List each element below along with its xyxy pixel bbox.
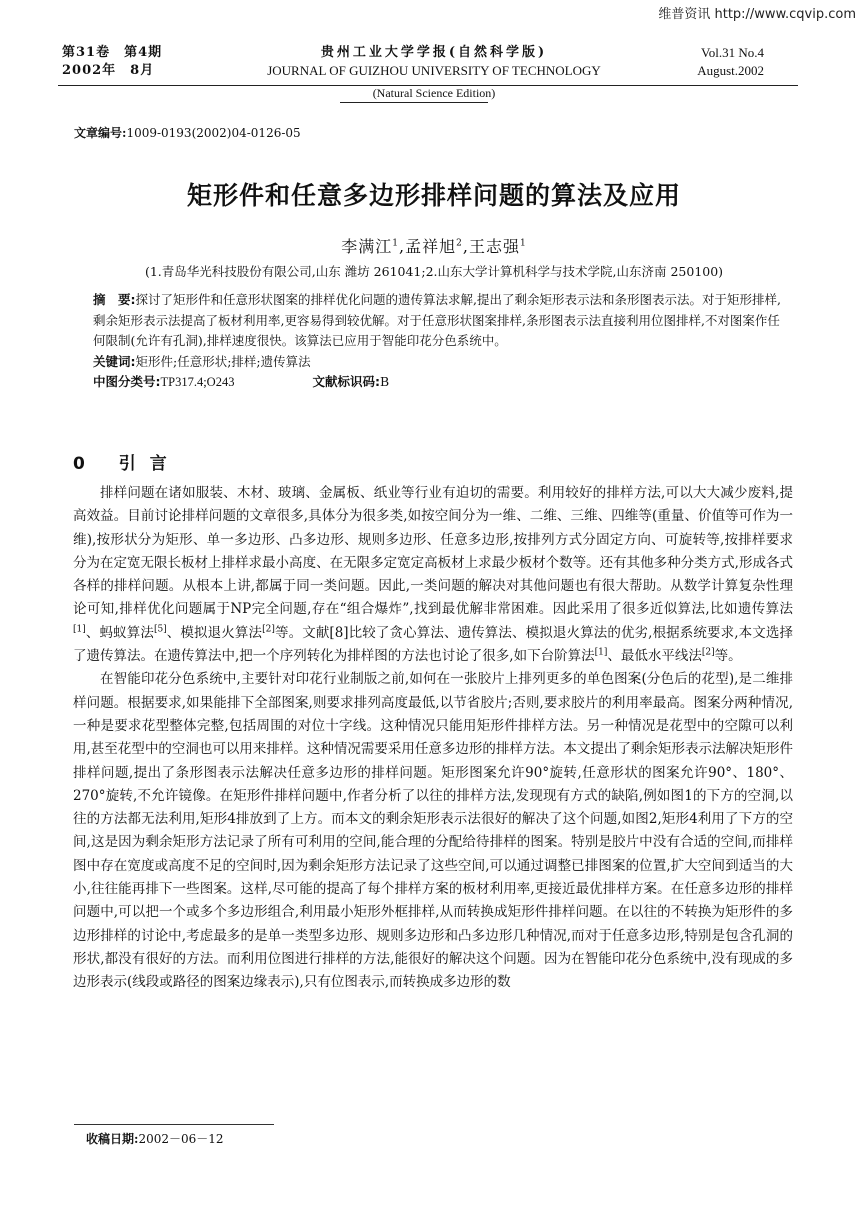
doc-code-value: B <box>379 374 390 389</box>
keywords-label: 关键词: <box>93 353 136 369</box>
affiliations: (1.青岛华光科技股份有限公司,山东 潍坊 261041;2.山东大学计算机科学与技术学院,山东济南 250100) <box>144 264 724 279</box>
author-name: 李满江 <box>341 237 393 256</box>
volume-cn: 第31卷 第4期 <box>62 45 163 60</box>
article-number <box>74 124 301 141</box>
date-cn: 2002年 8月 <box>62 63 155 78</box>
keywords-text: 矩形件;任意形状;排样;遗传算法 <box>135 353 311 369</box>
abstract-block <box>93 290 783 393</box>
paragraph-text: 等。文献[8]比较了贪心算法、遗传算法、模拟退火算法的优劣,根据系统要求,本文选择了遗传算法。在遗传算法中,把一个序列转化为排样图的方法也讨论了很多,如下台阶算法 <box>73 624 794 665</box>
body-text <box>73 482 793 995</box>
section-number: 0 <box>73 454 99 474</box>
abstract-label: 摘 要: <box>93 292 136 307</box>
author-list: 李满江$^1$,孟祥旭$^2$,王志强$^1$ <box>341 237 527 256</box>
received-label: 收稿日期: <box>86 1132 139 1146</box>
citation-ref: [1] <box>594 647 608 658</box>
section-heading <box>73 449 181 474</box>
clc-value: TP317.4;O243 <box>160 375 235 389</box>
header-volume-en <box>697 44 764 80</box>
classification-line <box>93 372 783 393</box>
journal-title-en: JOURNAL OF GUIZHOU UNIVERSITY OF TECHNOLOGY <box>267 63 601 78</box>
abstract <box>93 290 783 352</box>
footnote-rule <box>74 1124 274 1125</box>
abstract-text: 探讨了矩形件和任意形状图案的排样优化问题的遗传算法求解,提出了剩余矩形表示法和条形图表示法。对于矩形排样,剩余矩形表示法提高了板材利用率,更容易得到较优解。对于任意形状图案排样,条形图表示法直接利用位图排样,不对图案作任何限制(允许有孔洞),排样速度很快。该算法已应用于智能印花分色系统中。 <box>93 292 781 348</box>
date-en: August.2002 <box>697 63 764 78</box>
paragraph-text: 等。 <box>714 648 742 665</box>
received-date <box>86 1130 224 1147</box>
header-rule-bottom <box>340 102 488 103</box>
article-number-label: 文章编号: <box>74 126 127 140</box>
citation-ref: [2] <box>262 624 275 635</box>
keywords <box>93 352 783 373</box>
citation-ref: [2] <box>701 647 715 658</box>
paragraph-text: 排样问题在诸如服装、木材、玻璃、金属板、纸业等行业有迫切的需要。利用较好的排样方法,可以大大减少废料,提高效益。目前讨论排样问题的文章很多,具体分为很多类,如按空间分为一维、二维、三维、四维等(重量、价值等可作为一维),按形状分为矩形、单一多边形、凸多边形、规则多边形、任意多边形,按排列方式分固定方向、可旋转等,按排样要求分为在定宽无限长板材上排样求最小高度、在无限多定宽定高板材上求最少板材个数等。还有其他多种分类方式,形成各式各样的排样问题。从根本上讲,都属于同一类问题。因此,一类问题的解决对其他问题也有很大帮助。从数学计算复杂性理论可知,排样优化问题属于NP完全问题,存在“组合爆炸”,找到最优解非常困难。因此采用了很多近似算法,比如遗传算法 <box>73 485 793 618</box>
paragraph-text: 、蚂蚁算法 <box>85 624 154 641</box>
citation-ref: [1] <box>73 624 86 635</box>
section-title: 引言 <box>118 454 181 474</box>
author-affiliation-mark: 1 <box>519 238 527 249</box>
article-number-value: 1009-0193(2002)04-0126-05 <box>126 126 301 140</box>
paper-title: 矩形件和任意多边形排样问题的算法及应用 <box>186 181 681 210</box>
journal-title-cn: 贵州工业大学学报(自然科学版) <box>320 45 548 60</box>
paragraph-text: 、最低水平线法 <box>607 648 702 665</box>
citation-ref: [5] <box>153 624 167 635</box>
author-name: 孟祥旭 <box>405 237 457 256</box>
watermark: 维普资讯 http://www.cqvip.com <box>658 7 856 22</box>
author-affiliation-mark: 1 <box>392 238 400 249</box>
volume-en: Vol.31 No.4 <box>701 45 764 60</box>
received-value: 2002－06－12 <box>138 1132 224 1146</box>
clc-label: 中图分类号: <box>93 374 161 389</box>
author-affiliation-mark: 2 <box>456 238 463 249</box>
paragraph-text: 在智能印花分色系统中,主要针对印花行业制版之前,如何在一张胶片上排列更多的单色图案(分色后的花型),是二维排样问题。根据要求,如果能排下全部图案,则要求排列高度最低,以节省胶片;否则,要求胶片的利用率最高。图案分两种情况,一种是要求花型整体完整,包括周围的对位十字线。这种情况只能用矩形件排样方法。另一种情况是花型中的空隙可以利用,甚至花型中的空洞也可以用来排样。这种情况需要采用任意多边形的排样方法。本文提出了剩余矩形表示法解决矩形件排样问题,提出了条形图表示法解决任意多边形的排样问题。矩形图案允许90°旋转,任意形状的图案允许90°、180°、270°旋转,不允许镜像。在矩形件排样问题中,作者分析了以往的排样方法,发现现有方式的缺陷,例如图1的下方的空洞,以往的方法都无法利用,矩形4排放到了上方。而本文的剩余矩形表示法很好的解决了这个问题,如图2,矩形4利用了下方的空间,这是因为剩余矩形方法记录了所有可利用的空间,能合理的分配给待排样的图案。特别是胶片中没有合适的空间,而排样图中存在宽度或高度不足的空间时,因为剩余矩形方法记录了这些空间,可以通过调整已排图案的位置,扩大空间到适当的大小,往往能再排下一些图案。这样,尽可能的提高了每个排样方案的板材利用率,更接近最优排样方案。在任意多边形的排样问题中,可以把一个或多个多边形组合,利用最小矩形外框排样,从而转换成矩形件排样问题。在以往的不转换为矩形件的多边形排样的讨论中,考虑最多的是单一类型多边形、规则多边形和凸多边形几种情况,而对于任意多边形,特别是包含孔洞的形状,都没有很好的方法。而利用位图进行排样的方法,能很好的解决这个问题。因为在智能印花分色系统中,没有现成的多边形表示(线段或路径的图案边缘表示),只有位图表示,而转换成多边形的数 <box>73 671 793 991</box>
paragraph <box>73 482 793 668</box>
paragraph <box>73 668 793 994</box>
journal-edition: (Natural Science Edition) <box>372 86 496 100</box>
author-name: 王志强 <box>468 237 520 256</box>
paragraph-text: 、模拟退火算法 <box>166 624 263 641</box>
doc-code-label: 文献标识码: <box>312 374 380 389</box>
